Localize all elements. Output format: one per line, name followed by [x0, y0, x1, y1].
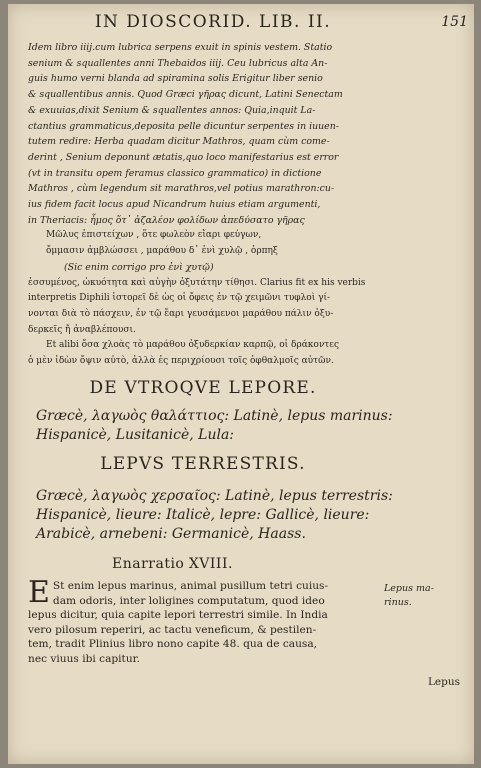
text-line: Mathros , cùm legendum sit marathros,vel potius marathron:cu- [28, 183, 335, 195]
text-line: tutem redire: Herba quadam dicitur Mathros, quam cùm come- [28, 136, 330, 148]
page-header [38, 12, 468, 34]
text-line: ius fidem facit locus apud Nicandrum huius etiam argumenti, [28, 199, 321, 211]
paragraph-line: vero pilosum reperiri, ac tactu veneficum, & pestilen- [28, 623, 317, 636]
text-line: derint , Senium deponunt ætatis,quo loco manifestarius est error [28, 151, 339, 163]
text-line: ὁ μὲν ἰδὼν ὄψιν αὐτὸ, ἀλλὰ ἐς περιχρίουσι τοῖς ὀφθαλμοῖς αὐτῶν. [28, 356, 334, 367]
section-heading-1: DE VTROQVE LEPORE. [89, 378, 317, 398]
paragraph-line: dam odoris, inter loligines computatum, quod ideo [52, 594, 325, 607]
names-line: Græcè, λαγωὸς θαλάττιος: Latinè, lepus marinus: [36, 408, 393, 424]
commentary-text [28, 40, 378, 370]
text-line: in Theriacis: ἦμος ὅτ᾽ ἀζαλέον φολίδων ἀπεδύσατο γῆρας [28, 214, 305, 226]
enarratio-number: XVIII. [188, 556, 233, 572]
text-line: senium & squallentes anni Thebaidos iiij. Ceu lubricus alta An- [28, 57, 328, 69]
drop-cap: E [28, 575, 50, 610]
names-line: Græcè, λαγωὸς χερσαῖος: Latinè, lepus terrestris: [36, 488, 393, 504]
text-line: ctantius grammaticus,deposita pelle dicuntur serpentes in iuuen- [28, 120, 339, 132]
names-line: Hispanicè, Lusitanicè, Lula: [36, 427, 235, 443]
text-line: Et alibi ὄσα χλοὰς τὸ μαράθου ὀξυδερκίαν καρπῷ, οἱ δράκοντες [46, 340, 339, 351]
text-line: interpretis Diphili ἱστορεῖ δὲ ὡς οἱ ὄφεις ἐν τῷ χειμῶνι τυφλοὶ γί- [28, 293, 331, 304]
margin-note-line: Lepus ma- [384, 583, 434, 594]
paragraph-line: St enim lepus marinus, animal pusillum tetri cuius- [52, 580, 329, 592]
text-line: ἐσσυμένος, ὠκυότητα καὶ αὐγὴν ὀξυτάτην τίθησι. Clarius fit ex his verbis [28, 277, 366, 288]
greek-verse-line: Μῶλυς ἐπιστείχων , ὅτε φωλεὸν εἴαρι φεύγων, [46, 230, 262, 241]
page-number: 151 [441, 14, 468, 30]
paragraph-line: lepus dicitur, quia capite lepori terrestri simile. In India [28, 609, 328, 622]
greek-verse-line: ὄμμασιν ἀμβλώσσει , μαράθου δ᾽ ἐνὶ χυλῷ , ὀρπηξ [46, 246, 278, 257]
text-line: δερκεῖς ἤ ἀναβλέπουσι. [28, 324, 136, 335]
names-line: Hispanicè, lieure: Italicè, lepre: Gallicè, lieure: [36, 507, 370, 523]
paragraph-line: nec viuus ibi capitur. [28, 652, 140, 665]
running-title: IN DIOSCORID. LIB. II. [94, 12, 332, 32]
catchword: Lepus [427, 676, 460, 688]
section-heading-2: LEPVS TERRESTRIS. [100, 454, 306, 474]
names-block-1 [36, 407, 393, 445]
text-line: & squallentibus annis. Quod Græci γῆρας dicunt, Latini Senectam [28, 89, 343, 101]
enarratio-label: Enarratio [112, 556, 185, 572]
margin-note-line: rinus. [384, 597, 412, 608]
text-line: Idem libro iiij.cum lubrica serpens exuit in spinis vestem. Statio [28, 42, 333, 53]
paragraph-line: tem, tradit Plinius libro nono capite 48. qua de causa, [28, 638, 318, 651]
text-line: (vt in transitu opem feramus classico grammatico) in dictione [28, 167, 322, 179]
book-page [8, 4, 474, 764]
enarratio-heading [112, 556, 312, 572]
text-line: & exuuias,dixit Senium & squallentes annos: Quia,inquit La- [28, 104, 316, 116]
margin-note [384, 582, 468, 610]
enarratio-paragraph [28, 575, 380, 667]
names-line: Arabicè, arnebeni: Germanicè, Haass. [36, 526, 306, 542]
names-block-2 [36, 487, 393, 544]
text-line: νονται διὰ τὸ πάσχειν, ἐν τῷ ἔαρι γευσάμενοι μαράθου πάλιν ὀξυ- [28, 308, 334, 319]
sic-note: (Sic enim corrigo pro ἐνὶ χυτῷ) [64, 261, 214, 273]
text-line: guis humo verni blanda ad spiramina solis Erigitur liber senio [28, 73, 323, 85]
